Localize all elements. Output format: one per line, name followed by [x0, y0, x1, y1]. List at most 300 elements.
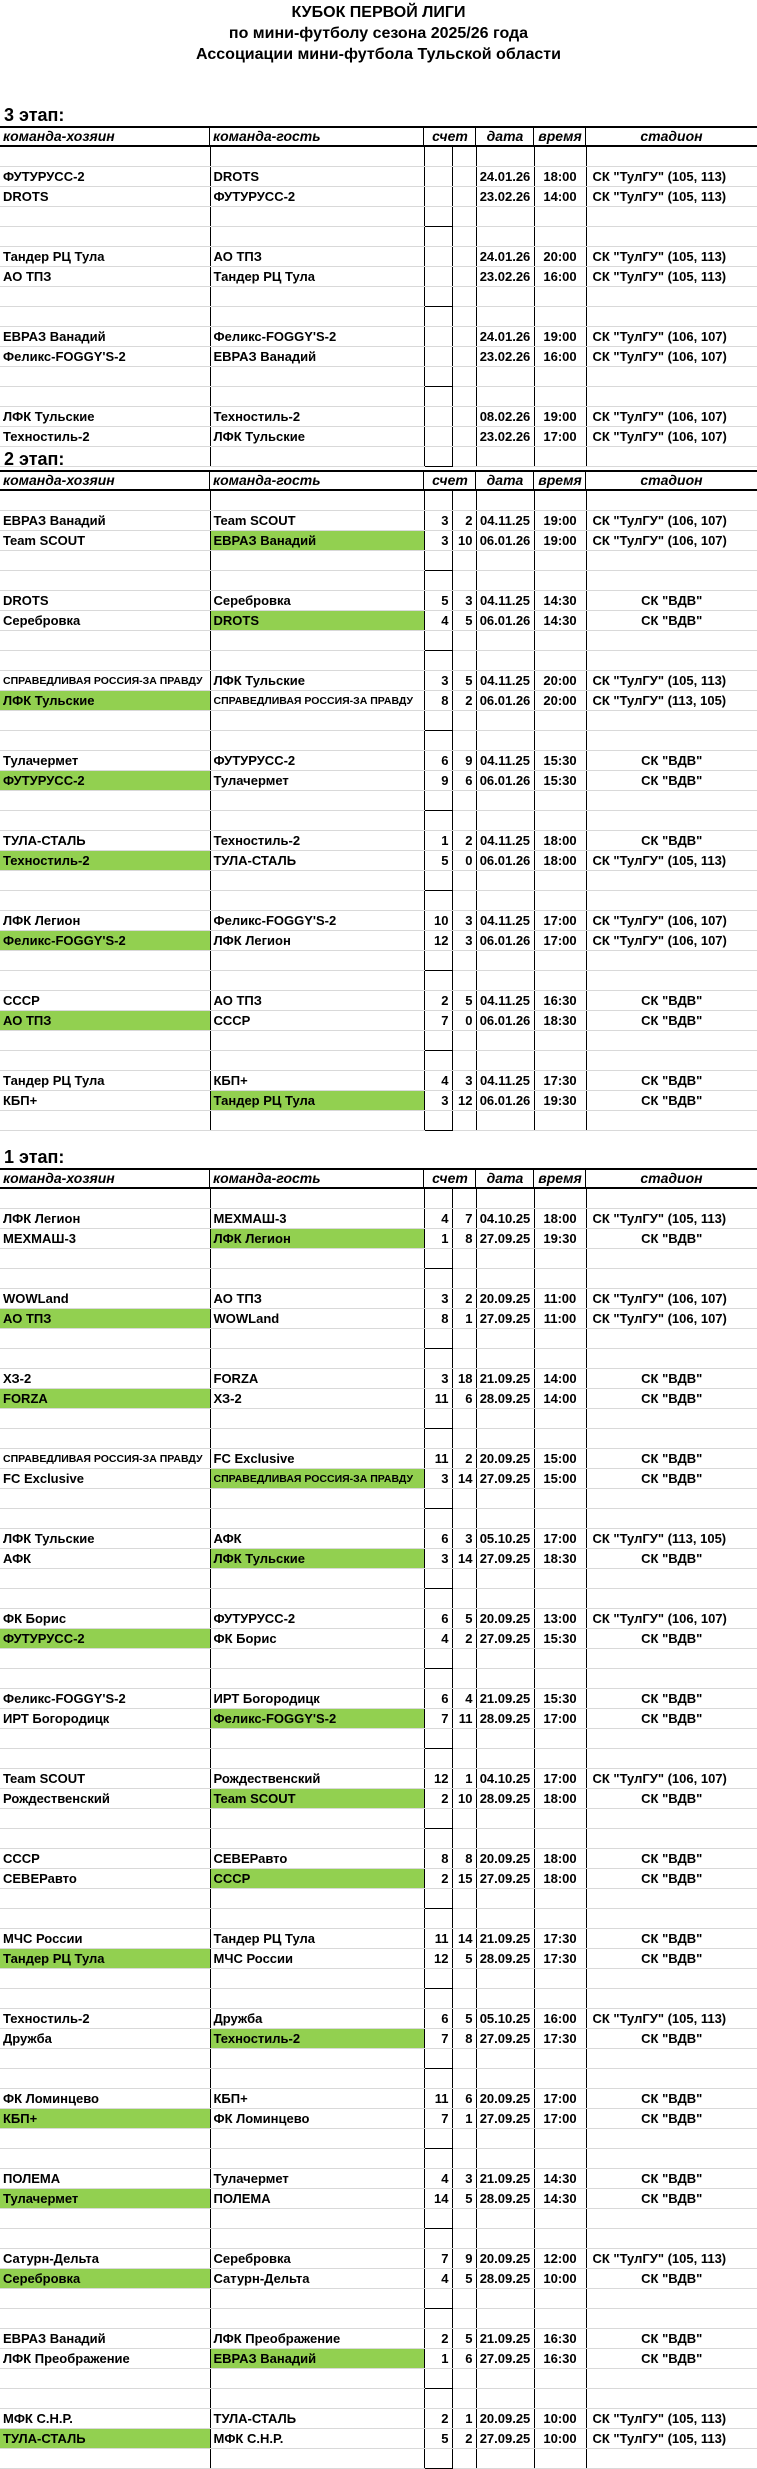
- spacer-row: [0, 1589, 757, 1609]
- date-cell: 28.09.25: [476, 2189, 534, 2209]
- home-team-cell: FORZA: [0, 1389, 210, 1409]
- game-row: [0, 1469, 757, 1489]
- time-cell: 11:00: [534, 1289, 586, 1309]
- home-team-cell: Техностиль-2: [0, 851, 210, 871]
- stadium-cell: СК "ТулГУ" (106, 107): [586, 327, 757, 347]
- spacer-row: [0, 1809, 757, 1829]
- date-cell: 06.01.26: [476, 691, 534, 711]
- date-cell: 06.01.26: [476, 851, 534, 871]
- stadium-cell: СК "ВДВ": [586, 1071, 757, 1091]
- game-row: [0, 1689, 757, 1709]
- away-team-cell: ЕВРАЗ Ванадий: [210, 531, 424, 551]
- column-header-home: команда-хозяин: [3, 128, 115, 144]
- spacer-row: [0, 1409, 757, 1429]
- away-team-cell: ФУТУРУСС-2: [210, 187, 424, 207]
- spacer-row: [0, 1889, 757, 1909]
- away-score-cell: 0: [452, 1011, 476, 1031]
- away-team-cell: DROTS: [210, 611, 424, 631]
- column-header-time: время: [538, 1170, 582, 1186]
- date-cell: 27.09.25: [476, 1869, 534, 1889]
- away-score-cell: 10: [452, 1789, 476, 1809]
- time-cell: 15:00: [534, 1449, 586, 1469]
- game-row: [0, 1389, 757, 1409]
- time-cell: 18:30: [534, 1011, 586, 1031]
- home-score-cell: 4: [424, 1629, 452, 1649]
- game-row: [0, 1011, 757, 1031]
- date-cell: 27.09.25: [476, 1469, 534, 1489]
- column-header-away: команда-гость: [213, 128, 321, 144]
- home-team-cell: DROTS: [0, 187, 210, 207]
- date-cell: 04.11.25: [476, 991, 534, 1011]
- home-score-cell: 5: [424, 851, 452, 871]
- away-score-cell: 3: [452, 591, 476, 611]
- time-cell: 19:00: [534, 511, 586, 531]
- time-cell: 16:00: [534, 267, 586, 287]
- away-score-cell: 6: [452, 1389, 476, 1409]
- away-team-cell: Сатурн-Дельта: [210, 2269, 424, 2289]
- away-score-cell: 2: [452, 1449, 476, 1469]
- date-cell: 21.09.25: [476, 1929, 534, 1949]
- away-score-cell: 5: [452, 1609, 476, 1629]
- stadium-cell: СК "ТулГУ" (105, 113): [586, 851, 757, 871]
- time-cell: 20:00: [534, 691, 586, 711]
- time-cell: 16:30: [534, 991, 586, 1011]
- time-cell: 19:30: [534, 1229, 586, 1249]
- home-team-cell: ТУЛА-СТАЛЬ: [0, 831, 210, 851]
- sheet-subtitle: по мини-футболу сезона 2025/26 года: [228, 25, 529, 42]
- game-row: [0, 931, 757, 951]
- spacer-row: [0, 1349, 757, 1369]
- spacer-row: [0, 1051, 757, 1071]
- column-header-stadium: стадион: [640, 472, 703, 488]
- spacer-row: [0, 1669, 757, 1689]
- away-score-cell: [452, 267, 476, 287]
- date-cell: 06.01.26: [476, 1011, 534, 1031]
- date-cell: 28.09.25: [476, 2269, 534, 2289]
- stadium-cell: СК "ВДВ": [586, 1369, 757, 1389]
- home-score-cell: 2: [424, 1789, 452, 1809]
- away-score-cell: [452, 407, 476, 427]
- away-score-cell: 3: [452, 1071, 476, 1091]
- away-score-cell: 3: [452, 2169, 476, 2189]
- date-cell: 06.01.26: [476, 931, 534, 951]
- home-score-cell: 10: [424, 911, 452, 931]
- home-team-cell: СПРАВЕДЛИВАЯ РОССИЯ-ЗА ПРАВДУ: [0, 1449, 210, 1469]
- spacer-row: [0, 207, 757, 227]
- away-score-cell: 6: [452, 771, 476, 791]
- date-cell: 06.01.26: [476, 771, 534, 791]
- home-team-cell: ПОЛЕМА: [0, 2169, 210, 2189]
- away-score-cell: 5: [452, 2269, 476, 2289]
- spacer-row: [0, 1969, 757, 1989]
- stadium-cell: СК "ТулГУ" (105, 113): [586, 267, 757, 287]
- time-cell: 17:00: [534, 1769, 586, 1789]
- away-score-cell: 8: [452, 1849, 476, 1869]
- date-cell: 04.11.25: [476, 831, 534, 851]
- stadium-cell: СК "ВДВ": [586, 991, 757, 1011]
- home-team-cell: МЕХМАШ-3: [0, 1229, 210, 1249]
- stadium-cell: СК "ВДВ": [586, 1011, 757, 1031]
- stadium-cell: СК "ТулГУ" (105, 113): [586, 2249, 757, 2269]
- home-score-cell: 3: [424, 1289, 452, 1309]
- date-cell: 27.09.25: [476, 1309, 534, 1329]
- time-cell: 10:00: [534, 2269, 586, 2289]
- home-team-cell: Тандер РЦ Тула: [0, 1949, 210, 1969]
- away-team-cell: СССР: [210, 1869, 424, 1889]
- spacer-row: [0, 1429, 757, 1449]
- home-team-cell: СПРАВЕДЛИВАЯ РОССИЯ-ЗА ПРАВДУ: [0, 671, 210, 691]
- time-cell: 17:00: [534, 427, 586, 447]
- game-row: [0, 771, 757, 791]
- game-row: [0, 511, 757, 531]
- spacer-row: [0, 227, 757, 247]
- stage-title: 1 этап:: [4, 1147, 65, 1167]
- home-team-cell: ЛФК Тульские: [0, 1529, 210, 1549]
- home-score-cell: 2: [424, 2329, 452, 2349]
- date-cell: 27.09.25: [476, 2029, 534, 2049]
- home-team-cell: ЛФК Тульские: [0, 407, 210, 427]
- away-score-cell: 3: [452, 1529, 476, 1549]
- home-score-cell: 3: [424, 511, 452, 531]
- date-cell: 06.01.26: [476, 611, 534, 631]
- time-cell: 18:00: [534, 831, 586, 851]
- column-header-time: время: [538, 472, 582, 488]
- away-score-cell: 2: [452, 511, 476, 531]
- home-team-cell: ЛФК Тульские: [0, 691, 210, 711]
- date-cell: 20.09.25: [476, 1289, 534, 1309]
- stadium-cell: СК "ТулГУ" (105, 113): [586, 2409, 757, 2429]
- away-score-cell: [452, 187, 476, 207]
- home-team-cell: Тулачермет: [0, 751, 210, 771]
- spacer-row: [0, 811, 757, 831]
- date-cell: 27.09.25: [476, 2349, 534, 2369]
- home-team-cell: АО ТПЗ: [0, 267, 210, 287]
- away-team-cell: МЧС России: [210, 1949, 424, 1969]
- home-score-cell: [424, 407, 452, 427]
- spacer-row: [0, 1329, 757, 1349]
- time-cell: 18:00: [534, 1789, 586, 1809]
- column-header-away: команда-гость: [213, 1170, 321, 1186]
- home-score-cell: [424, 327, 452, 347]
- time-cell: 17:30: [534, 1949, 586, 1969]
- stadium-cell: СК "ВДВ": [586, 1849, 757, 1869]
- home-score-cell: 3: [424, 1369, 452, 1389]
- time-cell: 14:00: [534, 1389, 586, 1409]
- home-team-cell: Феликс-FOGGY'S-2: [0, 1689, 210, 1709]
- away-score-cell: 14: [452, 1549, 476, 1569]
- home-team-cell: ХЗ-2: [0, 1369, 210, 1389]
- time-cell: 17:30: [534, 2029, 586, 2049]
- date-cell: 27.09.25: [476, 1629, 534, 1649]
- date-cell: 28.09.25: [476, 1709, 534, 1729]
- time-cell: 20:00: [534, 247, 586, 267]
- spacer-row: [0, 1829, 757, 1849]
- home-score-cell: 2: [424, 2409, 452, 2429]
- stadium-cell: СК "ВДВ": [586, 1229, 757, 1249]
- column-divider: [585, 1170, 586, 1187]
- spacer-row: [0, 1649, 757, 1669]
- game-row: [0, 531, 757, 551]
- home-team-cell: Team SCOUT: [0, 531, 210, 551]
- away-score-cell: 12: [452, 1091, 476, 1111]
- home-team-cell: ИРТ Богородицк: [0, 1709, 210, 1729]
- away-team-cell: Техностиль-2: [210, 407, 424, 427]
- time-cell: 17:00: [534, 2109, 586, 2129]
- away-team-cell: Феликс-FOGGY'S-2: [210, 911, 424, 931]
- stadium-cell: СК "ТулГУ" (106, 107): [586, 1609, 757, 1629]
- away-score-cell: 2: [452, 1289, 476, 1309]
- stadium-cell: СК "ТулГУ" (106, 107): [586, 1769, 757, 1789]
- time-cell: 16:00: [534, 347, 586, 367]
- away-team-cell: ТУЛА-СТАЛЬ: [210, 2409, 424, 2429]
- stadium-cell: СК "ТулГУ" (105, 113): [586, 2429, 757, 2449]
- column-divider: [533, 1170, 534, 1187]
- home-team-cell: ЕВРАЗ Ванадий: [0, 327, 210, 347]
- game-row: [0, 611, 757, 631]
- away-team-cell: СПРАВЕДЛИВАЯ РОССИЯ-ЗА ПРАВДУ: [210, 1469, 424, 1489]
- time-cell: 15:30: [534, 771, 586, 791]
- column-header-home: команда-хозяин: [3, 1170, 115, 1186]
- stadium-cell: СК "ВДВ": [586, 1949, 757, 1969]
- stadium-cell: СК "ВДВ": [586, 2189, 757, 2209]
- game-row: [0, 1071, 757, 1091]
- time-cell: 18:30: [534, 1549, 586, 1569]
- home-team-cell: ЛФК Легион: [0, 1209, 210, 1229]
- spacer-row: [0, 2129, 757, 2149]
- game-row: [0, 1229, 757, 1249]
- away-team-cell: ФУТУРУСС-2: [210, 751, 424, 771]
- spacer-row: [0, 1031, 757, 1051]
- away-team-cell: Тандер РЦ Тула: [210, 1091, 424, 1111]
- game-row: [0, 2169, 757, 2189]
- home-score-cell: 7: [424, 2029, 452, 2049]
- date-cell: 27.09.25: [476, 2109, 534, 2129]
- spacer-row: [0, 2069, 757, 2089]
- away-team-cell: Тандер РЦ Тула: [210, 1929, 424, 1949]
- home-team-cell: ФУТУРУСС-2: [0, 167, 210, 187]
- away-team-cell: ФК Ломинцево: [210, 2109, 424, 2129]
- date-cell: 04.10.25: [476, 1209, 534, 1229]
- date-cell: 04.11.25: [476, 671, 534, 691]
- stadium-cell: СК "ВДВ": [586, 1689, 757, 1709]
- away-score-cell: 5: [452, 671, 476, 691]
- stage-games-table: [0, 491, 757, 1131]
- game-row: [0, 1309, 757, 1329]
- away-score-cell: 18: [452, 1369, 476, 1389]
- column-header-row: [0, 126, 757, 147]
- home-score-cell: [424, 347, 452, 367]
- game-row: [0, 347, 757, 367]
- time-cell: 14:30: [534, 2189, 586, 2209]
- time-cell: 15:00: [534, 1469, 586, 1489]
- spacer-row: [0, 791, 757, 811]
- date-cell: 27.09.25: [476, 2429, 534, 2449]
- away-team-cell: ЛФК Тульские: [210, 671, 424, 691]
- time-cell: 18:00: [534, 1849, 586, 1869]
- home-score-cell: 7: [424, 2109, 452, 2129]
- home-team-cell: Феликс-FOGGY'S-2: [0, 931, 210, 951]
- time-cell: 17:00: [534, 911, 586, 931]
- home-team-cell: СССР: [0, 991, 210, 1011]
- away-team-cell: Тулачермет: [210, 771, 424, 791]
- column-header-away: команда-гость: [213, 472, 321, 488]
- column-divider: [209, 128, 210, 145]
- home-score-cell: 3: [424, 1549, 452, 1569]
- away-score-cell: 6: [452, 2089, 476, 2109]
- away-score-cell: [452, 427, 476, 447]
- date-cell: 20.09.25: [476, 1609, 534, 1629]
- spacer-row: [0, 1111, 757, 1131]
- date-cell: 04.10.25: [476, 1769, 534, 1789]
- away-team-cell: Серебровка: [210, 2249, 424, 2269]
- game-row: [0, 1289, 757, 1309]
- game-row: [0, 2429, 757, 2449]
- home-score-cell: 3: [424, 1469, 452, 1489]
- home-team-cell: Рождественский: [0, 1789, 210, 1809]
- away-score-cell: 1: [452, 2409, 476, 2429]
- spacer-row: [0, 971, 757, 991]
- away-team-cell: FC Exclusive: [210, 1449, 424, 1469]
- away-team-cell: FORZA: [210, 1369, 424, 1389]
- time-cell: 19:00: [534, 407, 586, 427]
- column-header-time: время: [538, 128, 582, 144]
- home-score-cell: 6: [424, 2009, 452, 2029]
- home-score-cell: 8: [424, 1309, 452, 1329]
- date-cell: 24.01.26: [476, 327, 534, 347]
- spacer-row: [0, 631, 757, 651]
- stadium-cell: СК "ТулГУ" (106, 107): [586, 347, 757, 367]
- home-team-cell: Техностиль-2: [0, 2009, 210, 2029]
- date-cell: 04.11.25: [476, 911, 534, 931]
- away-score-cell: 5: [452, 2009, 476, 2029]
- time-cell: 19:00: [534, 531, 586, 551]
- home-team-cell: МЧС России: [0, 1929, 210, 1949]
- spacer-row: [0, 2369, 757, 2389]
- home-team-cell: Тулачермет: [0, 2189, 210, 2209]
- home-team-cell: АО ТПЗ: [0, 1011, 210, 1031]
- stadium-cell: СК "ВДВ": [586, 591, 757, 611]
- stadium-cell: СК "ВДВ": [586, 1629, 757, 1649]
- date-cell: 20.09.25: [476, 2249, 534, 2269]
- home-team-cell: АО ТПЗ: [0, 1309, 210, 1329]
- away-team-cell: СЕВЕРавто: [210, 1849, 424, 1869]
- home-score-cell: 12: [424, 1949, 452, 1969]
- spacer-row: [0, 287, 757, 307]
- spacer-row: [0, 2049, 757, 2069]
- time-cell: 18:00: [534, 167, 586, 187]
- game-row: [0, 247, 757, 267]
- home-score-cell: 11: [424, 1389, 452, 1409]
- time-cell: 14:00: [534, 187, 586, 207]
- away-score-cell: 14: [452, 1929, 476, 1949]
- game-row: [0, 591, 757, 611]
- home-team-cell: АФК: [0, 1549, 210, 1569]
- column-divider: [423, 472, 424, 489]
- date-cell: 04.11.25: [476, 1071, 534, 1091]
- date-cell: 28.09.25: [476, 1789, 534, 1809]
- away-score-cell: 1: [452, 2109, 476, 2129]
- stadium-cell: СК "ТулГУ" (106, 107): [586, 911, 757, 931]
- column-divider: [423, 1170, 424, 1187]
- spacer-row: [0, 1909, 757, 1929]
- stadium-cell: СК "ТулГУ" (106, 107): [586, 511, 757, 531]
- away-team-cell: Рождественский: [210, 1769, 424, 1789]
- stadium-cell: СК "ВДВ": [586, 2109, 757, 2129]
- home-score-cell: [424, 247, 452, 267]
- spacer-row: [0, 367, 757, 387]
- away-team-cell: ФК Борис: [210, 1629, 424, 1649]
- time-cell: 14:30: [534, 2169, 586, 2189]
- stadium-cell: СК "ВДВ": [586, 1469, 757, 1489]
- game-row: [0, 1789, 757, 1809]
- away-score-cell: 0: [452, 851, 476, 871]
- game-row: [0, 991, 757, 1011]
- away-team-cell: ЛФК Легион: [210, 931, 424, 951]
- date-cell: 23.02.26: [476, 427, 534, 447]
- column-header-row: [0, 1168, 757, 1189]
- game-row: [0, 1769, 757, 1789]
- date-cell: 28.09.25: [476, 1389, 534, 1409]
- stage-title: 3 этап:: [4, 105, 65, 125]
- spacer-row: [0, 1749, 757, 1769]
- spacer-row: [0, 711, 757, 731]
- game-row: [0, 1929, 757, 1949]
- time-cell: 12:00: [534, 2249, 586, 2269]
- game-row: [0, 1091, 757, 1111]
- home-score-cell: 2: [424, 1869, 452, 1889]
- home-team-cell: ЕВРАЗ Ванадий: [0, 2329, 210, 2349]
- date-cell: 20.09.25: [476, 1849, 534, 1869]
- column-header-home: команда-хозяин: [3, 472, 115, 488]
- column-header-date: дата: [486, 472, 524, 488]
- away-score-cell: [452, 327, 476, 347]
- game-row: [0, 1369, 757, 1389]
- time-cell: 13:00: [534, 1609, 586, 1629]
- stadium-cell: СК "ТулГУ" (106, 107): [586, 1289, 757, 1309]
- stadium-cell: СК "ВДВ": [586, 2329, 757, 2349]
- column-divider: [533, 128, 534, 145]
- stadium-cell: СК "ТулГУ" (105, 113): [586, 671, 757, 691]
- stadium-cell: СК "ВДВ": [586, 2089, 757, 2109]
- stadium-cell: СК "ТулГУ" (105, 113): [586, 1209, 757, 1229]
- stadium-cell: СК "ВДВ": [586, 2349, 757, 2369]
- time-cell: 15:30: [534, 751, 586, 771]
- time-cell: 19:30: [534, 1091, 586, 1111]
- home-team-cell: ЛФК Преображение: [0, 2349, 210, 2369]
- date-cell: 20.09.25: [476, 1449, 534, 1469]
- stadium-cell: СК "ТулГУ" (113, 105): [586, 691, 757, 711]
- date-cell: 21.09.25: [476, 2169, 534, 2189]
- game-row: [0, 691, 757, 711]
- away-score-cell: 9: [452, 2249, 476, 2269]
- away-team-cell: МФК С.Н.Р.: [210, 2429, 424, 2449]
- stadium-cell: СК "ТулГУ" (113, 105): [586, 1529, 757, 1549]
- game-row: [0, 1609, 757, 1629]
- time-cell: 18:00: [534, 1209, 586, 1229]
- home-score-cell: [424, 427, 452, 447]
- stadium-cell: СК "ВДВ": [586, 1549, 757, 1569]
- away-team-cell: АО ТПЗ: [210, 247, 424, 267]
- home-score-cell: 3: [424, 671, 452, 691]
- time-cell: 17:00: [534, 2089, 586, 2109]
- away-score-cell: 3: [452, 911, 476, 931]
- home-score-cell: 9: [424, 771, 452, 791]
- game-row: [0, 1209, 757, 1229]
- stadium-cell: СК "ТулГУ" (106, 107): [586, 931, 757, 951]
- stadium-cell: СК "ВДВ": [586, 1449, 757, 1469]
- date-cell: 23.02.26: [476, 347, 534, 367]
- home-team-cell: Тандер РЦ Тула: [0, 1071, 210, 1091]
